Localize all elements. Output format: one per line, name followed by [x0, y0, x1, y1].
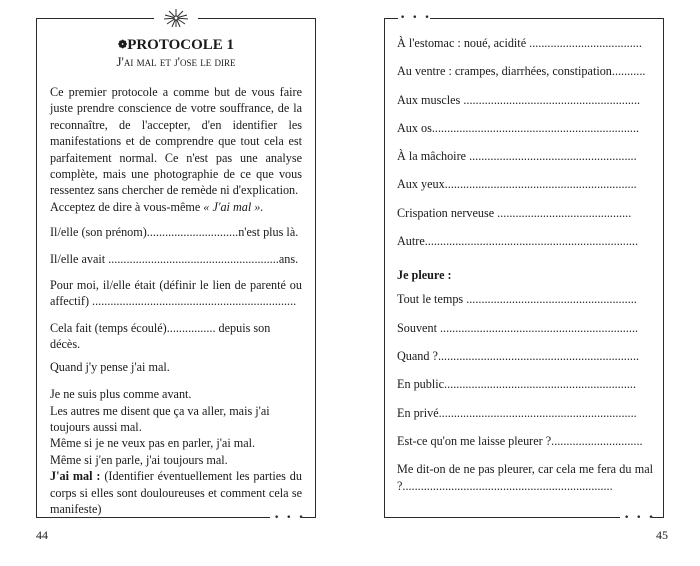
body-line: À l'estomac : noué, acidité ..................................... — [397, 36, 642, 50]
frame-top-line-right — [198, 18, 316, 19]
page-number: 44 — [36, 528, 48, 542]
left-page-frame — [36, 18, 316, 523]
frame-left-line — [384, 18, 385, 518]
frame-left-line — [36, 18, 37, 518]
frame-right-line — [315, 18, 316, 518]
body-line: À la mâchoire ....................................................... — [397, 149, 637, 164]
right-page-frame — [384, 13, 664, 523]
line-plus-comme: Je ne suis plus comme avant. — [50, 387, 192, 402]
cry-line: En public............................................................... — [397, 377, 637, 392]
line-pour-moi: Pour moi, il/elle était (définir le lien de parenté ou affectif) ................................................................... — [50, 278, 302, 309]
cry-line: Tout le temps ........................................................ — [397, 292, 637, 307]
decorative-dots-top: • • • — [400, 13, 432, 23]
protocol-subtitle: J'ai mal et j'ose le dire — [116, 54, 236, 69]
decorative-dots: • • • — [274, 513, 306, 523]
last-line: Me dit-on de ne pas pleurer, car cela me fera du mal ?..................................................................... — [397, 462, 653, 493]
line-cela-fait: Cela fait (temps écoulé)................ depuis son décès. — [50, 320, 271, 352]
frame-top-line-right — [430, 18, 664, 19]
line-autres: Les autres me disent que ça va aller, mais j'ai toujours aussi mal. — [50, 403, 270, 434]
flower-icon: ❁ — [117, 39, 128, 51]
jai-mal-paragraph — [50, 468, 302, 517]
right-page-content — [397, 35, 653, 494]
decorative-dots-bottom: • • • — [624, 513, 656, 523]
frame-top-line-left — [36, 18, 154, 19]
page-number: 45 — [656, 528, 668, 542]
cry-line: Souvent ................................................................. — [397, 320, 639, 335]
body-line: Aux muscles .......................................................... — [397, 92, 641, 107]
accept-line — [50, 199, 302, 215]
body-line: Aux os.................................................................... — [397, 120, 640, 135]
line-avait: Il/elle avait ........................................................ans. — [50, 251, 299, 266]
line-prenom: Il/elle (son prénom)..............................n'est plus là. — [50, 225, 299, 240]
cry-line: Est-ce qu'on me laisse pleurer ?.............................. — [397, 433, 643, 448]
left-page-content — [50, 36, 302, 517]
sunburst-ornament-icon — [156, 8, 196, 28]
right-page — [350, 0, 700, 566]
cry-line: En privé................................................................. — [397, 405, 637, 420]
frame-right-line — [663, 18, 664, 518]
frame-top-line-left — [384, 18, 398, 19]
intro-paragraph: Ce premier protocole a comme but de vous faire juste prendre conscience de votre souffrance, de la reconnaître, de l'accepter, d'en identifier les manifestations et de comprendre que tout cela est parfaitement normal. Ce n'est pas une analyse complète, mais une photographie de ce que vous ressentez sans chercher de remède ni d'explication. — [50, 85, 302, 198]
cry-heading: Je pleure : — [397, 268, 452, 283]
line-meme-2: Même si j'en parle, j'ai toujours mal. — [50, 452, 228, 467]
body-line: Autre...................................................................... — [397, 234, 639, 249]
jai-mal-label: J'ai mal : — [50, 469, 101, 484]
protocol-title: PROTOCOLE 1 — [127, 37, 235, 53]
line-quand: Quand j'y pense j'ai mal. — [50, 359, 170, 374]
cry-line: Quand ?.................................................................. — [397, 348, 640, 363]
frame-bottom-line-left — [384, 517, 620, 518]
body-line: Au ventre : crampes, diarrhées, constipation........... — [397, 64, 646, 79]
accept-prefix: Acceptez de dire à vous-même — [50, 199, 204, 214]
line-meme-1: Même si je ne veux pas en parler, j'ai mal. — [50, 436, 256, 451]
jai-mal-text: (Identifier éventuellement les parties du corps si elles sont douloureuses et comment cela se manifeste) — [50, 469, 302, 516]
accept-quote: « J'ai mal ». — [203, 199, 264, 214]
body-line: Aux yeux............................................................... — [397, 177, 637, 192]
body-line: Crispation nerveuse ............................................ — [397, 205, 632, 220]
page-title — [50, 36, 302, 54]
